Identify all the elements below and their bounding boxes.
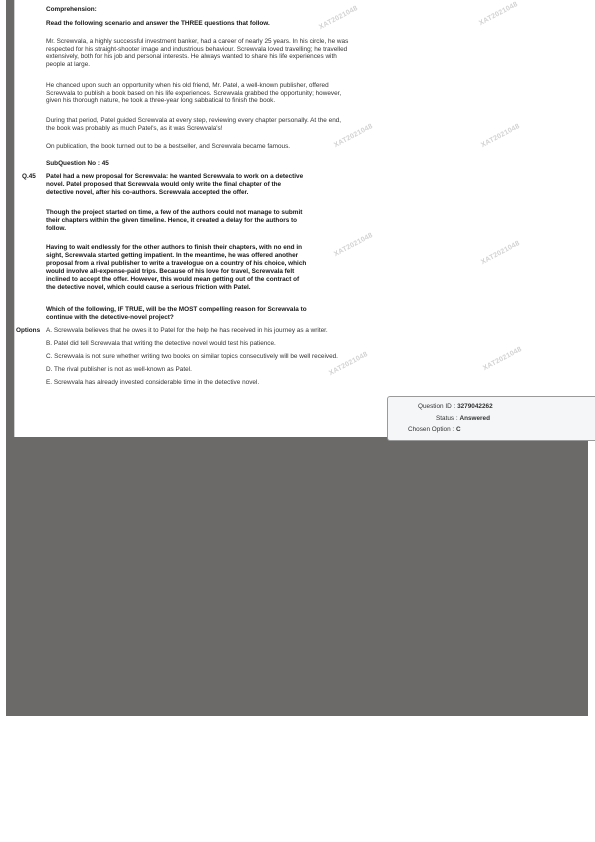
question-line: the detective novel, which could cause a serious friction with Patel. (46, 284, 251, 291)
watermark: XAT2021048 (328, 350, 370, 378)
question-line: Having to wait endlessly for the other authors to finish their chapters, with no end in (46, 244, 303, 251)
question-id-row (418, 403, 493, 410)
passage-line: extensively, both for his job and personal interests. He always wanted to share his life experiences with (46, 53, 337, 60)
question-line: Which of the following, IF TRUE, will be the MOST compelling reason for Screwvala to (46, 306, 307, 313)
option-b[interactable]: B. Patel did tell Screwvala that writing the detective novel would test his patience. (46, 340, 276, 347)
option-e[interactable]: E. Screwvala has already invested considerable time in the detective novel. (46, 379, 260, 386)
passage-line: Screwvala to publish a book based on his life experiences. Screwvala grabbed the opportunity; however, (46, 89, 342, 97)
passage-line: He chanced upon such an opportunity when his old friend, Mr. Patel, a well-known publisher, offered (46, 82, 329, 89)
passage-line: Mr. Screwvala, a highly successful investment banker, had a career of nearly 25 years. In his circle, he was (46, 38, 349, 45)
question-number: Q.45 (22, 173, 36, 180)
passage-line: given his thorough nature, he took a three-year long sabbatical to finish the book. (46, 97, 276, 104)
watermark: XAT2021048 (333, 122, 375, 150)
passage-line: people at large. (46, 60, 91, 68)
option-d[interactable]: D. The rival publisher is not as well-known as Patel. (46, 366, 192, 373)
question-line: continue with the detective-novel project? (46, 314, 174, 321)
question-line: proposal from a rival publisher to write a travelogue on a country of his choice, which (46, 260, 307, 267)
passage-line: During that period, Patel guided Screwvala at every step, reviewing every chapter personally. At the end, (46, 117, 342, 124)
question-line: detective novel, after his co-authors. Screwvala accepted the offer. (46, 189, 249, 196)
watermark: XAT2021048 (482, 345, 524, 373)
question-id-label: Question ID : (418, 403, 456, 410)
comprehension-label: Comprehension: (46, 6, 97, 13)
watermark: XAT2021048 (318, 4, 360, 32)
chosen-option-label: Chosen Option : (408, 426, 455, 433)
question-line: inclined to accept the offer. However, this would mean getting out of the contract of (46, 276, 300, 283)
instruction-text: Read the following scenario and answer the THREE questions that follow. (46, 20, 270, 27)
question-line: would involve all-expense-paid trips. Because of his love for travel, Screwvala felt (46, 268, 295, 275)
subquestion-label: SubQuestion No : 45 (46, 160, 109, 167)
option-c[interactable]: C. Screwvala is not sure whether writing two books on similar topics consecutively will be well received. (46, 353, 338, 360)
question-line: their chapters within the given timeline. Hence, it created a delay for the authors to (46, 217, 298, 224)
passage-line: the book was probably as much Patel's, as it was Screwvala's! (46, 124, 223, 132)
question-line: follow. (46, 225, 66, 232)
status-label: Status : (436, 415, 458, 422)
status-row (436, 415, 490, 422)
question-line: Patel had a new proposal for Screwvala: he wanted Screwvala to work on a detective (46, 173, 304, 180)
watermark: XAT2021048 (478, 0, 520, 28)
chosen-option-value: C (455, 426, 461, 433)
passage-line: On publication, the book turned out to be a bestseller, and Screwvala became famous. (46, 143, 291, 150)
option-a[interactable]: A. Screwvala believes that he owes it to Patel for the help he has received in his journey as a writer. (46, 327, 328, 334)
passage-line: respected for his straight-shooter image and industrious behaviour. Screwvala loved travelling; he travelled (46, 45, 348, 53)
options-label: Options (16, 327, 41, 334)
chosen-option-row (408, 426, 461, 433)
watermark: XAT2021048 (333, 231, 375, 259)
watermark: XAT2021048 (480, 122, 522, 150)
question-line: novel. Patel proposed that Screwvala would only write the final chapter of the (46, 181, 282, 188)
status-badge: Answered (459, 415, 490, 422)
question-line: Though the project started on time, a few of the authors could not manage to submit (46, 209, 303, 216)
question-line: sight, Screwvala started getting impatient. In the meantime, he was offered another (46, 252, 299, 259)
watermark: XAT2021048 (480, 239, 522, 267)
question-id-value: 3279042262 (457, 403, 493, 410)
